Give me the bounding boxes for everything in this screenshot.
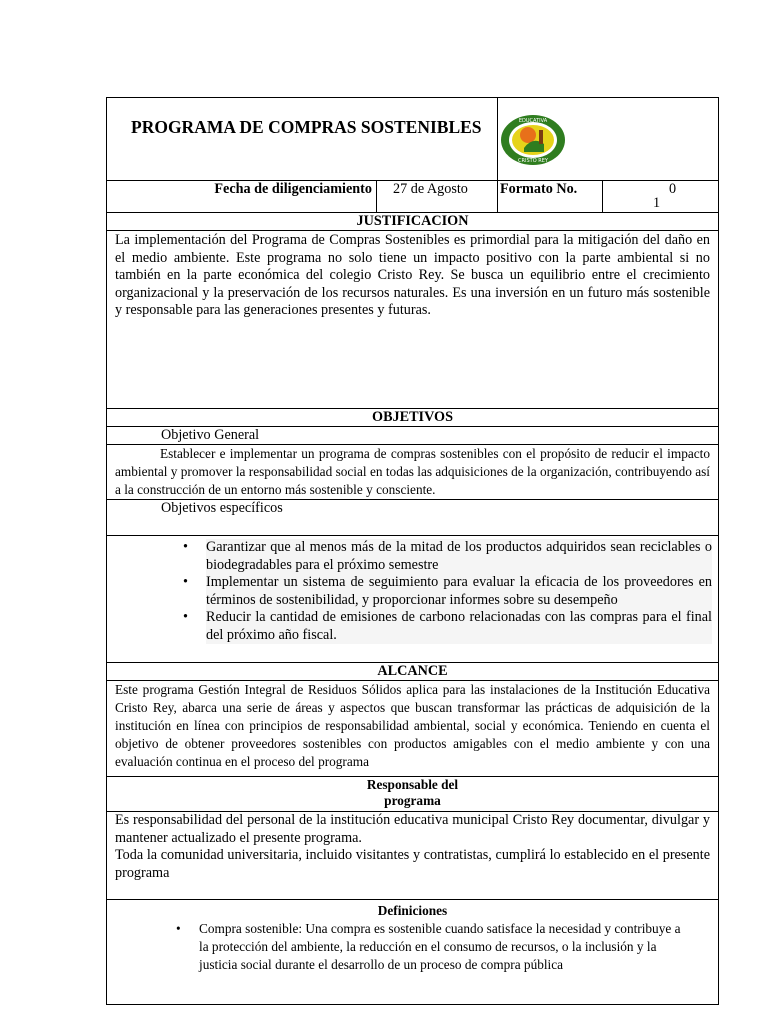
objetivos-especificos-label-row: [107, 500, 718, 536]
logo-top-text: EDUCATIVA: [518, 118, 548, 124]
responsable-heading-row: [107, 777, 718, 812]
responsable-heading-1: Responsable del: [366, 777, 459, 792]
alcance-body-row: [107, 681, 718, 777]
logo-bottom-text: CRISTO REY: [518, 158, 548, 164]
formato-label-cell: [498, 181, 603, 212]
justificacion-heading-row: [107, 213, 718, 231]
page-title: PROGRAMA DE COMPRAS SOSTENIBLES: [131, 117, 482, 137]
school-logo: [500, 114, 566, 166]
fecha-value: 27 de Agosto: [393, 181, 468, 197]
list-item: • Implementar un sistema de seguimiento para evaluar la eficacia de los proveedores en términos de sostenibilidad, y proporcionar informes sobre su desempeño: [183, 574, 712, 608]
header-row: [107, 98, 718, 181]
justificacion-heading: JUSTIFICACION: [356, 213, 469, 229]
definiciones-heading: Definiciones: [377, 903, 448, 918]
objetivo-general-label: Objetivo General: [161, 427, 260, 443]
definiciones-row: [107, 900, 718, 1006]
objetivos-heading: OBJETIVOS: [372, 409, 453, 425]
formato-value-cell: [603, 181, 718, 212]
objetivos-heading-row: [107, 409, 718, 427]
alcance-body: Este programa Gestión Integral de Residuos Sólidos aplica para las instalaciones de la Institución Educativa Cristo Rey, abarca una serie de áreas y aspectos que buscan transformar las prácticas de adquisición de la institución en línea con principios de responsabilidad ambiental, social y económica. Teniendo en cuenta el objetivo de obtener proveedores sostenibles con productos amigables con el medio ambiente y con una evaluación continua en el proceso del programa: [115, 682, 710, 769]
objetivos-especificos-list: [183, 539, 712, 644]
alcance-heading-row: [107, 663, 718, 681]
formato-value-1: 0: [669, 181, 677, 197]
title-cell: [107, 98, 498, 180]
objetivo-general-label-row: [107, 427, 718, 445]
fecha-value-cell: [377, 181, 498, 212]
definiciones-list: [176, 920, 690, 974]
justificacion-body: La implementación del Programa de Compras Sostenibles es primordial para la mitigación del daño en el medio ambiente. Este programa no solo tiene un impacto positivo con la parte ambiental si no también en la parte económica del colegio Cristo Rey. Se busca un equilibrio entre el crecimiento organizacional y la preservación de los recursos naturales. Es una inversión en un futuro más sostenible y responsable para las generaciones presentes y futuras.: [115, 232, 710, 318]
bullet-icon: •: [176, 921, 181, 936]
responsable-heading-2: programa: [384, 793, 441, 808]
bullet-icon: •: [183, 574, 188, 590]
list-item: • Garantizar que al menos más de la mitad de los productos adquiridos sean reciclables o biodegradables para el próximo semestre: [183, 539, 712, 573]
responsable-body-1: Es responsabilidad del personal de la institución educativa municipal Cristo Rey documentar, divulgar y mantener actualizado el presente programa.: [115, 812, 710, 846]
list-item: • Reducir la cantidad de emisiones de carbono relacionadas con las compras para el final del próximo año fiscal.: [183, 609, 712, 643]
bullet-icon: •: [183, 539, 188, 555]
document-table: [106, 97, 719, 1005]
objetivo-general-text: Establecer e implementar un programa de compras sostenibles con el propósito de reducir el impacto ambiental y promover la responsabilidad social en todas las adquisiciones de la organización, contribuyendo así a la construcción de un entorno más sostenible y consciente.: [115, 446, 710, 497]
formato-label: Formato No.: [500, 181, 578, 197]
justificacion-body-row: [107, 231, 718, 409]
objetivos-especificos-label: Objetivos específicos: [161, 500, 283, 516]
bullet-icon: •: [183, 609, 188, 625]
responsable-body-2: Toda la comunidad universitaria, incluido visitantes y contratistas, cumplirá lo establecido en el presente programa: [115, 847, 710, 881]
fecha-label-cell: [107, 181, 377, 212]
responsable-body-row: [107, 812, 718, 900]
formato-value-2: 1: [653, 195, 661, 211]
alcance-heading: ALCANCE: [377, 663, 448, 679]
info-row: [107, 181, 718, 213]
objetivo-general-row: [107, 445, 718, 500]
list-item: • Compra sostenible: Una compra es sostenible cuando satisface la necesidad y contribuye a la protección del ambiente, la reducción en el consumo de recursos, o la inclusión y la justicia social durante el desarrollo de un proceso de compra pública: [176, 921, 681, 972]
objetivos-especificos-row: [107, 536, 718, 663]
fecha-label: Fecha de diligenciamiento: [214, 181, 372, 197]
logo-cell: [498, 98, 718, 180]
